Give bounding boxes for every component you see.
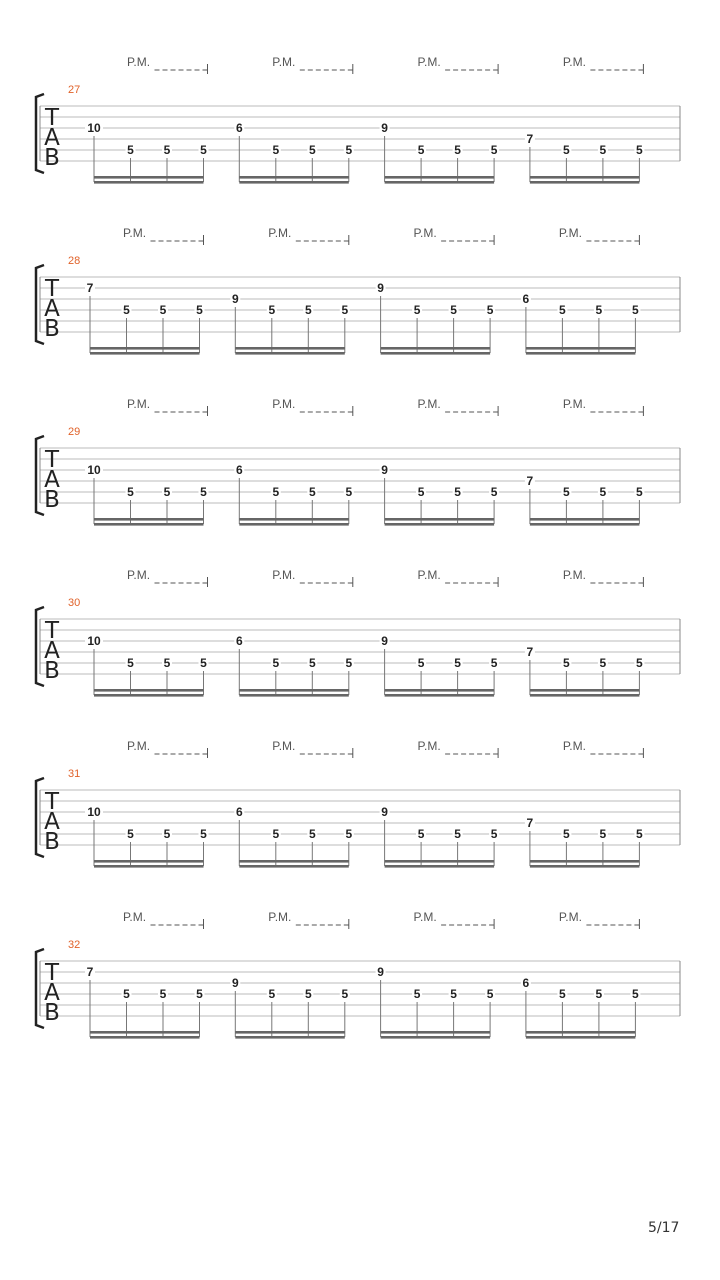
- beam: [94, 860, 204, 863]
- fret-number: 5: [417, 656, 425, 670]
- fret-number: 5: [636, 485, 643, 499]
- fret-number: 5: [454, 827, 461, 841]
- palm-mute-label: P.M.: [272, 739, 296, 753]
- tab-clef-letter: B: [44, 658, 60, 684]
- palm-mute-label: P.M.: [413, 910, 437, 924]
- beam: [530, 860, 640, 863]
- beam: [381, 347, 491, 350]
- beam: [239, 176, 348, 179]
- palm-mute-label: P.M.: [268, 226, 292, 240]
- fret-number: 6: [235, 634, 243, 648]
- fret-number: 7: [86, 965, 94, 979]
- beam: [385, 865, 495, 868]
- tab-clef-letter: B: [44, 829, 60, 855]
- fret-number: 10: [87, 121, 101, 135]
- page-number: 5/17: [648, 1220, 680, 1236]
- fret-number: 5: [599, 656, 607, 670]
- fret-number: 6: [235, 805, 243, 819]
- fret-number: 5: [454, 485, 461, 499]
- measure-number: 30: [68, 597, 81, 609]
- fret-number: 7: [526, 816, 534, 830]
- fret-number: 5: [413, 987, 421, 1001]
- fret-number: 5: [345, 827, 353, 841]
- fret-number: 5: [563, 827, 570, 841]
- fret-number: 9: [381, 634, 388, 648]
- fret-number: 5: [563, 143, 570, 157]
- tab-clef-letter: T: [44, 789, 60, 815]
- beam: [381, 352, 491, 355]
- fret-number: 6: [235, 463, 243, 477]
- fret-number: 5: [563, 656, 570, 670]
- beam: [94, 518, 204, 521]
- fret-number: 5: [200, 827, 207, 841]
- fret-number: 5: [417, 827, 425, 841]
- tab-clef-letter: A: [44, 296, 60, 322]
- fret-number: 5: [450, 987, 457, 1001]
- fret-number: 5: [268, 987, 276, 1001]
- beam: [239, 523, 348, 526]
- fret-number: 5: [454, 656, 461, 670]
- beam: [94, 689, 204, 692]
- fret-number: 9: [231, 292, 239, 306]
- fret-number: 5: [159, 987, 167, 1001]
- palm-mute-label: P.M.: [558, 910, 582, 924]
- fret-number: 5: [490, 827, 498, 841]
- beam: [239, 689, 348, 692]
- beam: [239, 694, 348, 697]
- palm-mute-label: P.M.: [126, 55, 151, 69]
- beam: [235, 1031, 344, 1034]
- tab-clef-letter: A: [44, 638, 60, 664]
- beam: [239, 865, 348, 868]
- fret-number: 5: [127, 143, 134, 157]
- tab-system: [36, 55, 680, 184]
- beam: [235, 352, 344, 355]
- fret-number: 5: [268, 303, 276, 317]
- fret-number: 5: [127, 827, 134, 841]
- beam: [90, 1036, 200, 1039]
- tab-clef-letter: A: [44, 467, 60, 493]
- fret-number: 5: [341, 987, 349, 1001]
- palm-mute-label: P.M.: [126, 568, 151, 582]
- fret-number: 5: [559, 303, 566, 317]
- fret-number: 5: [345, 143, 353, 157]
- palm-mute-label: P.M.: [562, 55, 586, 69]
- fret-number: 5: [413, 303, 421, 317]
- fret-number: 7: [526, 474, 534, 488]
- palm-mute-label: P.M.: [417, 397, 441, 411]
- fret-number: 9: [381, 121, 388, 135]
- beam: [530, 176, 640, 179]
- fret-number: 5: [308, 143, 316, 157]
- palm-mute-label: P.M.: [272, 568, 296, 582]
- tab-clef-letter: A: [44, 125, 60, 151]
- fret-number: 5: [599, 143, 607, 157]
- palm-mute-label: P.M.: [562, 397, 586, 411]
- palm-mute-label: P.M.: [417, 739, 441, 753]
- beam: [239, 860, 348, 863]
- fret-number: 7: [526, 645, 534, 659]
- fret-number: 5: [486, 303, 494, 317]
- fret-number: 5: [123, 303, 130, 317]
- tab-clef-letter: A: [44, 980, 60, 1006]
- fret-number: 5: [196, 987, 203, 1001]
- tab-system: [36, 910, 680, 1039]
- tab-system: [36, 739, 680, 868]
- beam: [530, 689, 640, 692]
- palm-mute-label: P.M.: [417, 55, 441, 69]
- fret-number: 5: [417, 143, 425, 157]
- tab-clef-letter: T: [44, 105, 60, 131]
- beam: [90, 347, 200, 350]
- beam: [385, 518, 495, 521]
- fret-number: 5: [272, 485, 280, 499]
- tab-clef-letter: B: [44, 1000, 60, 1026]
- palm-mute-label: P.M.: [558, 226, 582, 240]
- fret-number: 5: [196, 303, 203, 317]
- fret-number: 9: [377, 965, 384, 979]
- palm-mute-label: P.M.: [122, 910, 147, 924]
- fret-number: 5: [599, 485, 607, 499]
- fret-number: 5: [632, 303, 639, 317]
- tab-clef-letter: B: [44, 145, 60, 171]
- tab-system: [36, 397, 680, 526]
- beam: [526, 1036, 636, 1039]
- fret-number: 5: [486, 987, 494, 1001]
- beam: [385, 860, 495, 863]
- fret-number: 9: [381, 805, 388, 819]
- palm-mute-label: P.M.: [268, 910, 292, 924]
- beam: [381, 1036, 491, 1039]
- fret-number: 5: [636, 143, 643, 157]
- fret-number: 10: [87, 805, 101, 819]
- beam: [526, 1031, 636, 1034]
- fret-number: 5: [559, 987, 566, 1001]
- fret-number: 5: [345, 485, 353, 499]
- fret-number: 5: [490, 485, 498, 499]
- fret-number: 5: [159, 303, 167, 317]
- fret-number: 5: [417, 485, 425, 499]
- fret-number: 9: [381, 463, 388, 477]
- fret-number: 5: [450, 303, 457, 317]
- fret-number: 9: [377, 281, 384, 295]
- palm-mute-label: P.M.: [126, 397, 151, 411]
- beam: [530, 523, 640, 526]
- beam: [530, 865, 640, 868]
- fret-number: 5: [636, 827, 643, 841]
- beam: [385, 523, 495, 526]
- palm-mute-label: P.M.: [413, 226, 437, 240]
- beam: [385, 694, 495, 697]
- palm-mute-label: P.M.: [272, 55, 296, 69]
- fret-number: 5: [490, 143, 498, 157]
- measure-number: 27: [68, 84, 81, 96]
- beam: [94, 181, 204, 184]
- measure-number: 31: [68, 768, 81, 780]
- fret-number: 5: [563, 485, 570, 499]
- palm-mute-label: P.M.: [562, 739, 586, 753]
- fret-number: 5: [454, 143, 461, 157]
- beam: [94, 865, 204, 868]
- beam: [530, 518, 640, 521]
- beam: [239, 181, 348, 184]
- beam: [385, 181, 495, 184]
- fret-number: 5: [123, 987, 130, 1001]
- fret-number: 5: [308, 827, 316, 841]
- fret-number: 5: [595, 303, 603, 317]
- beam: [526, 347, 636, 350]
- tab-clef-letter: T: [44, 618, 60, 644]
- palm-mute-label: P.M.: [126, 739, 151, 753]
- fret-number: 5: [272, 143, 280, 157]
- tab-clef-letter: T: [44, 447, 60, 473]
- fret-number: 5: [304, 987, 312, 1001]
- tab-clef-letter: B: [44, 316, 60, 342]
- fret-number: 5: [272, 656, 280, 670]
- fret-number: 7: [526, 132, 534, 146]
- tab-clef-letter: T: [44, 960, 60, 986]
- fret-number: 10: [87, 634, 101, 648]
- beam: [381, 1031, 491, 1034]
- beam: [94, 694, 204, 697]
- beam: [94, 523, 204, 526]
- beam: [90, 352, 200, 355]
- fret-number: 5: [127, 656, 134, 670]
- fret-number: 5: [200, 485, 207, 499]
- beam: [385, 176, 495, 179]
- tab-system: [36, 568, 680, 697]
- palm-mute-label: P.M.: [272, 397, 296, 411]
- beam: [385, 689, 495, 692]
- beam: [526, 352, 636, 355]
- palm-mute-label: P.M.: [417, 568, 441, 582]
- measure-number: 29: [68, 426, 81, 438]
- fret-number: 5: [490, 656, 498, 670]
- fret-number: 5: [636, 656, 643, 670]
- tab-system: [36, 226, 680, 355]
- fret-number: 5: [304, 303, 312, 317]
- tab-clef-letter: T: [44, 276, 60, 302]
- beam: [530, 694, 640, 697]
- palm-mute-label: P.M.: [122, 226, 147, 240]
- palm-mute-label: P.M.: [562, 568, 586, 582]
- fret-number: 5: [595, 987, 603, 1001]
- fret-number: 5: [127, 485, 134, 499]
- fret-number: 5: [163, 827, 171, 841]
- fret-number: 10: [87, 463, 101, 477]
- tab-clef-letter: A: [44, 809, 60, 835]
- fret-number: 7: [86, 281, 94, 295]
- fret-number: 5: [308, 656, 316, 670]
- measure-number: 32: [68, 939, 81, 951]
- fret-number: 5: [163, 656, 171, 670]
- fret-number: 5: [345, 656, 353, 670]
- fret-number: 5: [163, 485, 171, 499]
- fret-number: 5: [163, 143, 171, 157]
- beam: [235, 1036, 344, 1039]
- measure-number: 28: [68, 255, 81, 267]
- beam: [94, 176, 204, 179]
- beam: [239, 518, 348, 521]
- fret-number: 5: [200, 143, 207, 157]
- fret-number: 5: [272, 827, 280, 841]
- fret-number: 5: [341, 303, 349, 317]
- fret-number: 5: [632, 987, 639, 1001]
- fret-number: 5: [200, 656, 207, 670]
- beam: [530, 181, 640, 184]
- tab-clef-letter: B: [44, 487, 60, 513]
- fret-number: 5: [308, 485, 316, 499]
- fret-number: 5: [599, 827, 607, 841]
- fret-number: 6: [522, 292, 530, 306]
- beam: [90, 1031, 200, 1034]
- fret-number: 6: [235, 121, 243, 135]
- fret-number: 9: [231, 976, 239, 990]
- beam: [235, 347, 344, 350]
- fret-number: 6: [522, 976, 530, 990]
